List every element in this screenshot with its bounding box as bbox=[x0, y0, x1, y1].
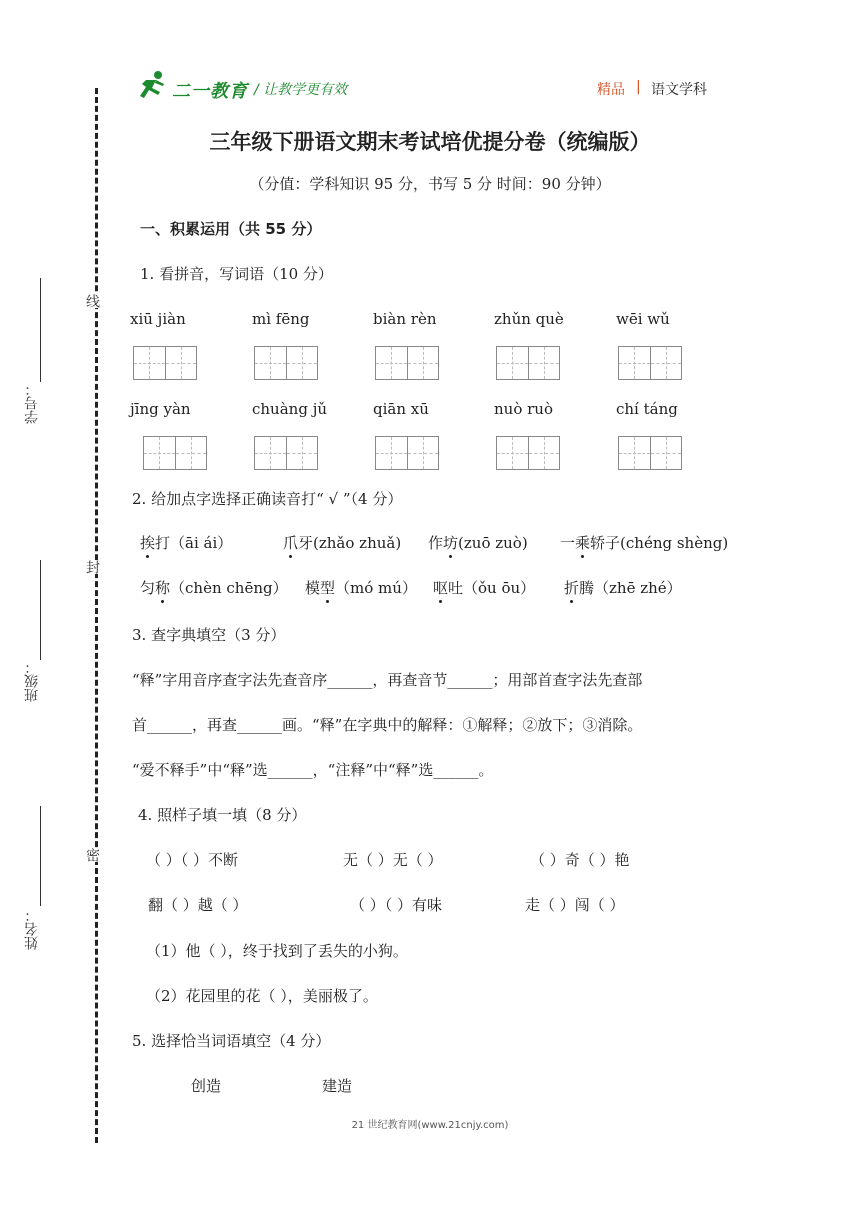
name-blank bbox=[40, 806, 41, 906]
pinyin-item: qiān xū bbox=[373, 400, 429, 418]
q3-title: 3. 查字典填空（3 分） bbox=[132, 626, 286, 644]
dotted-char: 爪 bbox=[283, 534, 299, 552]
writing-grid[interactable] bbox=[496, 346, 560, 380]
q5-title: 5. 选择恰当词语填空（4 分） bbox=[132, 1032, 331, 1050]
writing-grid[interactable] bbox=[618, 346, 682, 380]
word-option: 建造 bbox=[322, 1077, 353, 1095]
pinyin-item: mì fēng bbox=[252, 310, 310, 328]
margin-char-seal: 封 bbox=[84, 560, 100, 574]
writing-grid[interactable] bbox=[254, 346, 318, 380]
dotted-char: 称 bbox=[155, 579, 171, 597]
page-title: 三年级下册语文期末考试培优提分卷（统编版） bbox=[209, 130, 651, 154]
section-heading: 一、积累运用（共 55 分） bbox=[140, 220, 322, 238]
dotted-char: 折 bbox=[564, 579, 580, 597]
class-blank bbox=[40, 560, 41, 660]
reading-item[interactable]: 一乘轿子(chéng shèng) bbox=[560, 534, 729, 552]
brand-slogan: / 让教学更有效 bbox=[254, 82, 348, 98]
header-separator: | bbox=[636, 79, 641, 95]
pinyin-item: biàn rèn bbox=[373, 310, 437, 328]
writing-grid[interactable] bbox=[254, 436, 318, 470]
fill-item[interactable]: 翻（ ）越（ ） bbox=[148, 896, 248, 914]
reading-item[interactable]: 爪牙(zhǎo zhuǎ) bbox=[283, 534, 402, 552]
dotted-char: 型 bbox=[320, 579, 336, 597]
name-label: 姓名： bbox=[24, 908, 40, 950]
q4-title: 4. 照样子填一填（8 分） bbox=[138, 806, 307, 824]
pinyin-item: chuàng jǔ bbox=[252, 400, 328, 418]
fill-item[interactable]: （ ）（ ）有味 bbox=[350, 896, 443, 914]
dotted-char: 坊 bbox=[443, 534, 459, 552]
pinyin-item: zhǔn què bbox=[494, 310, 564, 328]
q1-title: 1. 看拼音，写词语（10 分） bbox=[140, 265, 333, 283]
class-label: 班级： bbox=[24, 660, 40, 702]
student-id-label: 学号： bbox=[24, 382, 40, 424]
page-footer: 21 世纪教育网(www.21cnjy.com) bbox=[351, 1120, 509, 1131]
fill-item[interactable]: （ ）（ ）不断 bbox=[146, 851, 239, 869]
dotted-char: 挨 bbox=[140, 534, 156, 552]
binding-dotted-line bbox=[95, 88, 98, 1143]
reading-item[interactable]: 模型（mó mú） bbox=[305, 579, 417, 597]
fill-item[interactable]: 无（ ）无（ ） bbox=[343, 851, 443, 869]
q4-sentence[interactable]: （1）他（ ），终于找到了丢失的小狗。 bbox=[146, 942, 408, 960]
margin-char-secret: 密 bbox=[84, 848, 100, 862]
header-tag-subject: 语文学科 bbox=[651, 82, 707, 98]
writing-grid[interactable] bbox=[375, 346, 439, 380]
reading-item[interactable]: 作坊(zuō zuò) bbox=[428, 534, 528, 552]
pinyin-item: chí táng bbox=[616, 400, 678, 418]
writing-grid[interactable] bbox=[496, 436, 560, 470]
student-id-blank bbox=[40, 278, 41, 382]
reading-item[interactable]: 呕吐（ǒu ōu） bbox=[433, 579, 536, 597]
writing-grid[interactable] bbox=[133, 346, 197, 380]
reading-item[interactable]: 挨打（āi ái） bbox=[140, 534, 233, 552]
margin-char-line: 线 bbox=[84, 294, 100, 308]
fill-item[interactable]: （ ）奇（ ）艳 bbox=[530, 851, 630, 869]
page-subtitle: （分值：学科知识 95 分，书写 5 分 时间：90 分钟） bbox=[249, 175, 611, 193]
writing-grid[interactable] bbox=[375, 436, 439, 470]
pinyin-item: wēi wǔ bbox=[616, 310, 670, 328]
header-tag-premium: 精品 bbox=[597, 82, 625, 98]
brand-logo-text: 二一教育 bbox=[172, 81, 248, 102]
writing-grid[interactable] bbox=[618, 436, 682, 470]
pinyin-item: jīng yàn bbox=[130, 400, 191, 418]
fill-item[interactable]: 走（ ）闯（ ） bbox=[525, 896, 625, 914]
pinyin-item: xiū jiàn bbox=[130, 310, 186, 328]
reading-item[interactable]: 折腾（zhē zhé） bbox=[564, 579, 682, 597]
dotted-char: 乘 bbox=[575, 534, 591, 552]
q4-sentence[interactable]: （2）花园里的花（ ），美丽极了。 bbox=[146, 987, 378, 1005]
q3-line: 首______，再查______画。“释”在字典中的解释：①解释；②放下；③消除。 bbox=[132, 716, 643, 734]
writing-grid[interactable] bbox=[143, 436, 207, 470]
word-option: 创造 bbox=[191, 1077, 222, 1095]
q3-line: “爱不释手”中“释”选______，“注释”中“释”选______。 bbox=[132, 761, 494, 779]
reading-item[interactable]: 匀称（chèn chēng） bbox=[140, 579, 288, 597]
q3-line: “释”字用音序查字法先查音序______，再查音节______；用部首查字法先查部 bbox=[132, 671, 643, 689]
pinyin-item: nuò ruò bbox=[494, 400, 553, 418]
runner-logo-icon bbox=[136, 70, 170, 100]
q2-title: 2. 给加点字选择正确读音打“ √ ”（4 分） bbox=[132, 490, 403, 508]
dotted-char: 呕 bbox=[433, 579, 449, 597]
